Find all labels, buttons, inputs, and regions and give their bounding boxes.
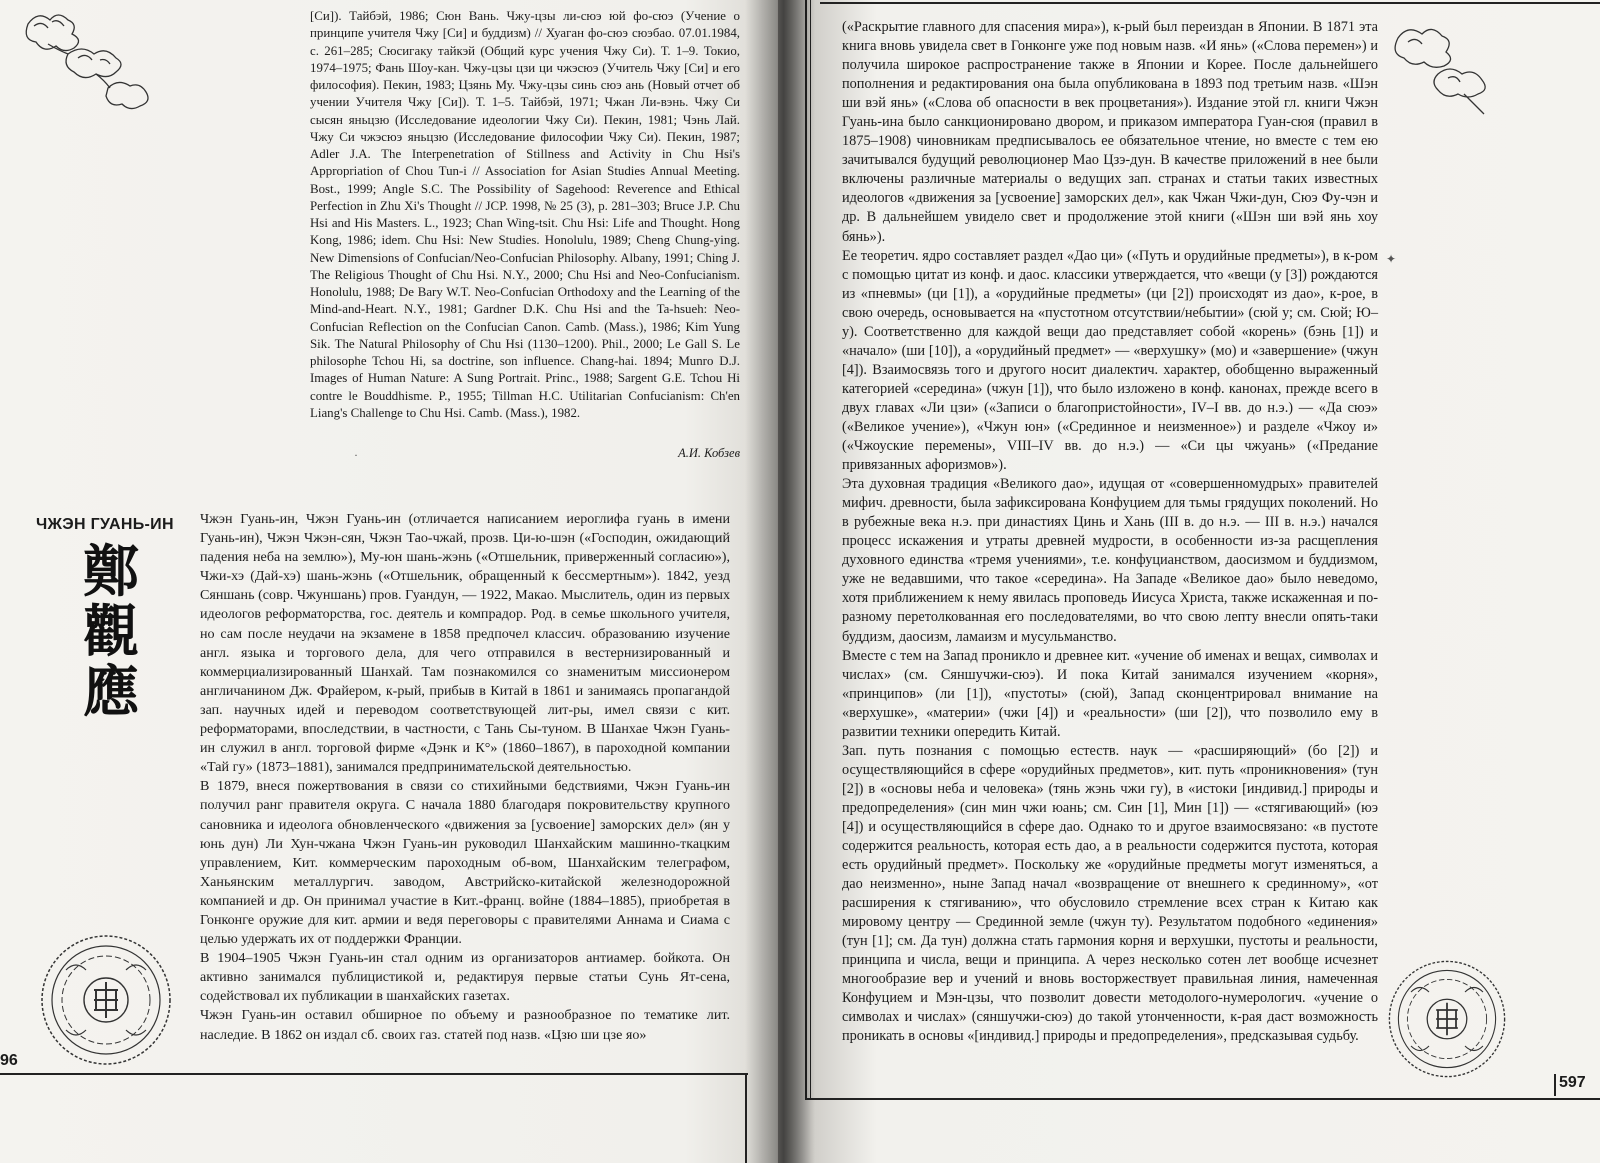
body-paragraph: Вместе с тем на Запад проникло и древнее кит. «учение об именах и вещах, символах и числах» (см. Сяншучжи-сюэ). И пока Китай занимался изучением «корня», «принципов» (ли [1]), «пустоты» (сюй), Запад сконцентрировал внимание на «верхушке», «материи» (чжи [4]) и «реальности» (ши [2]), что позволило ему в развитии техники опередить Китай. [842,647,1378,740]
right-body [842,18,1378,1047]
stray-dot: ✦ [1386,252,1397,266]
book-gutter [745,0,815,1163]
shou-medallion-icon [36,930,176,1070]
body-paragraph: («Раскрытие главного для спасения мира»), к-рый был переиздан в Японии. В 1871 эта книга вновь увидела свет в Гонконге уже под новым назв. «И янь» («Слова перемен») и получила широкое распространение также в Японии и Корее. После дальнейшего пополнения и редактирования она была опубликована в 1893 под третьим назв. «Шэн ши вэй янь» («Слова об опасности в век процветания»). Издание этой гл. книги Чжэн Гуань-ина было санкционировано двором, и приказом императора Гуан-сюя (правил в 1875–1908) чиновникам предписывалось ее обязательное чтение, но вместе с тем ею зачитывался будущий революционер Мао Цзэ-дун. В качестве приложений в нее были включены различные материалы о ведущих зап. странах и статьи таких известных идеологов «движения за [усвоение] заморских дел», как Чжан Чжи-дун, Сюэ Фу-чэн и др. В дальнейшем увидело свет и продолжение этой книги («Шэн ши вэй янь хоу бянь»). [842,19,1378,245]
hanzi-char: 應 [83,659,139,725]
page-number: 96 [0,1052,18,1069]
entry-paragraph: В 1879, внеся пожертвования в связи со стихийными бедствиями, Чжэн Гуань-ин получил ранг правителя округа. С начала 1880 благодаря покровительству крупного сановника и идеолога обновленческого «движения за [усвоение] заморских дел» (ян у юнь дун) Ли Хун-чжана Чжэн Гуань-ин руководил Шанхайским машинно-ткацким управлением, Кит. коммерческим пароходным об-вом, Шанхайским телеграфом, Ханьянским металлургич. заводом, Австрийско-китайской железнодорожной компанией и др. Он принимал участие в Кит.-франц. войне (1884–1885), приобретая в Гонконге оружие для кит. армии и ведя переговоры с правителями Аннама и Сиама с целью удержать их от поддержки Франции. [200,778,730,948]
entry-paragraph: Чжэн Гуань-ин, Чжэн Гуань-ин (отличается написанием иероглифа гуань в имени Гуань-ин), Чжэн Чжэн-сян, Чжэн Тао-чжай, прозв. Ци-ю-шэн («Господин, ожидающий падения неба на землю»), Му-юн шань-жэнь («Отшельник, приверженный согласию»), Чжи-хэ (Дай-хэ) шань-жэнь («Отшельник, обращенный к бессмертным»). 1842, уезд Сяншань (совр. Чжуншань) пров. Гуандун, — 1922, Макао. Мыслитель, один из первых идеологов реформаторства, гос. деятель и компрадор. Род. в семье школьного учителя, но сам после неудачи на экзамене в 1858 предпочел классич. образованию изучение англ. языка и торгового дела, для чего отправился в вестернизированный и коммерциализированный Шанхай. Там познакомился со знаменитым миссионером англичанином Дж. Фрайером, к-рый, прибыв в Китай в 1861 и занимаясь пропагандой зап. научных идей и переводом соответствующей лит-ры, имел связи с кит. реформаторами, впоследствии, в частности, с Тань Сы-туном. В Шанхае Чжэн Гуань-ин служил в англ. торговой фирме «Дэнк и К°» (1860–1867), в пароходной компании «Тай гу» (1873–1881), занимался предпринимательской деятельностью. [200,511,730,776]
page-rule [0,1073,748,1075]
body-paragraph: Эта духовная традиция «Великого дао», идущая от «совершенномудрых» правителей мифич. древности, была зафиксирована Конфуцием для тьмы грядущих поколений. Но в рубежные века н.э. при династиях Цинь и Хань (III в. до н.э. — III в. н.э.) начался процесс искажения и утраты древней мудрости, в особенности из-за расщепления духовного единства «тремя учениями», т.е. конфуцианством, даосизмом и буддизмом, уже не ведавшими, что такое «середина». На Западе «Великое дао» было неведомо, хотя приближением к нему явилась проповедь Иисуса Христа, также искаженная и по-разному перетолкованная его последователями, во что свою лепту внесли опять-таки буддизм, даосизм, ламаизм и мусульманство. [842,476,1378,645]
bibliography-block [310,8,740,422]
stray-dot: · [354,448,358,462]
entry-body [200,510,730,1045]
body-paragraph: Ее теоретич. ядро составляет раздел «Дао ци» («Путь и орудийные предметы»), в к-ром с помощью цитат из конф. и даос. классики утверждается, что «вещи (у [3]) рождаются из «пневмы» (ци [1]), а «орудийные предметы» (ци [2]) происходят из дао», к-рое, в свою очередь, основывается на «пустотном отсутствии/небытии» (сюй у; см. Сюй; Ю–у). Соответственно для каждой вещи дао представляет собой «корень» (бэнь [1]) и «начало» (ши [10]), а «орудийный предмет» — «верхушку» (мо) и «завершение» (чжун [4]). Взаимосвязь того и другого носит диалектич. характер, обобщенно выраженный категорией «середина» (чжун [1]), что было изложено в конф. канонах, прежде всего в двух главах «Ли цзи» («Записи о благопристойности», IV–I вв. до н.э.) — «Да сюэ» («Великое учение»), «Чжун юн» («Срединное и неизменное») и разделе «Чжоу и» («Чжоуские перемены», VIII–IV вв. до н.э.) — «Си цы чжуань» («Предание привязанных афоризмов»). [842,247,1378,474]
entry-hanzi [76,539,146,725]
author-signature: А.И. Кобзев [678,446,740,460]
page-number: 597 [1554,1074,1586,1096]
left-page [0,0,778,1163]
cloud-ornament-icon [1378,14,1508,124]
entry-paragraph: В 1904–1905 Чжэн Гуань-ин стал одним из организаторов антиамер. бойкота. Он активно занимался публицистикой и, редактируя первые статьи Сунь Ят-сена, содействовал их публикации в шанхайских газетах. [200,950,730,1005]
page-rule [805,1098,1600,1100]
hanzi-char: 觀 [83,599,139,665]
page-rule [820,2,1600,4]
hanzi-char: 鄭 [83,539,139,605]
body-paragraph: Зап. путь познания с помощью естеств. наук — «расширяющий» (бо [2]) и осуществляющийся в сфере «орудийных предметов», кит. путь «проникновения» (тун [2]) в «основы неба и человека» (тянь жэнь чжи гу), в «истоки [индивид.] природы и предопределения» (син мин чжи юань; см. Син [1], Мин [1]) — «стягивающий» (юэ [4]) и осуществляющийся в сфере дао. Однако то и другое взаимосвязано: «в пустоте содержится реальность, которая есть дао, а в реальности содержится пустота, которая есть орудийный предмет». Поскольку же «орудийные предметы могут изменяться, а дао неизменно», ныне Запад начал «возвращение от внешнего к срединному», «от расширения к стягиванию», что обусловило стремление всех стран к Китаю как мировому центру — Срединной земле (чжун ту). Результатом подобного «единения» (тун [1]; см. Да тун) должна стать гармония корня и верхушки, пустоты и реальности, принципа и числа, вещи и принципа. А через несколько сотен лет вообще исчезнет многообразие вер и учений и вновь восторжествует правильная линия, намеченная Конфуцием и Мэн-цзы, что позволит довести методолого-нумерологич. «учение о символах и числах» (сяншучжи-сюэ) до такой утонченности, к-рая даст возможность проникать в основы «[индивид.] природы и предопределения», предсказывая судьбу. [842,742,1378,1045]
right-page [778,0,1600,1163]
shou-medallion-icon [1384,956,1510,1082]
cloud-ornament-icon [8,4,158,119]
entry-heading: ЧЖЭН ГУАНЬ-ИН [36,516,174,533]
entry-paragraph: Чжэн Гуань-ин оставил обширное по объему и разнообразное по тематике лит. наследие. В 1862 он издал сб. своих газ. статей под назв. «Цзю ши цзе яо» [200,1007,730,1043]
bibliography-text: [Си]). Тайбэй, 1986; Сюн Вань. Чжу-цзы ли-сюэ юй фо-сюэ (Учение о принципе учителя Чжу [Си] и буддизм) // Хуаган фо-сюэ сюэбао. 07.01.1984, с. 261–285; Сюсигаку тайкэй (Общий курс учения Чжу Си). Т. 1–9. Токио, 1974–1975; Фань Шоу-кан. Чжу-цзы цзи ци чжэсюэ (Учитель Чжу [Си] и его философия). Пекин, 1983; Цзянь Му. Чжу-цзы синь сюэ ань (Новый отчет об учении Учителя Чжу [Си]). Т. 1–5. Тайбэй, 1971; Чжан Ли-вэнь. Чжу Си сысян яньцзю (Исследование идеологии Чжу Си). Пекин, 1981; Чэнь Лай. Чжу Си чжэсюэ яньцзю (Исследование философии Чжу Си). Пекин, 1987; Adler J.A. The Interpenetration of Stillness and Activity in Chu Hsi's Appropriation of Chou Tun-i // Association for Asian Studies Annual Meeting. Bost., 1999; Angle S.C. The Possibility of Sagehood: Reverence and Ethical Perfection in Zhu Xi's Thought // JCP. 1998, № 25 (3), p. 281–303; Bruce J.P. Chu Hsi and His Masters. L., 1923; Chan Wing-tsit. Chu Hsi: Life and Thought. Hong Kong, 1986; idem. Chu Hsi: New Studies. Honolulu, 1989; Cheng Chung-ying. New Dimensions of Confucian/Neo-Confucian Philosophy. Albany, 1991; Ching J. The Religious Thought of Chu Hsi. N.Y., 2000; Chu Hsi and Neo-Confucianism. Honolulu, 1988; De Bary W.T. Neo-Confucian Orthodoxy and the Learning of the Mind-and-Heart. N.Y., 1981; Gardner D.K. Chu Hsi and the Ta-hsueh: Neo-Confucian Reflection on the Confucian Canon. Camb. (Mass.), 1986; Kim Yung Sik. The Natural Philosophy of Chu Hsi (1130–1200). Phil., 2000; Le Gall S. Le philosophe Tchou Hi, sa doctrine, son influence. Chang-hai. 1894; Munro D.J. Images of Human Nature: A Sung Portrait. Princ., 1988; Sargent G.E. Tchou Hi contre le Bouddhisme. P., 1955; Tillman H.C. Utilitarian Confucianism: Ch'en Liang's Challenge to Chu Hsi. Camb. (Mass.), 1982. [310,9,740,420]
